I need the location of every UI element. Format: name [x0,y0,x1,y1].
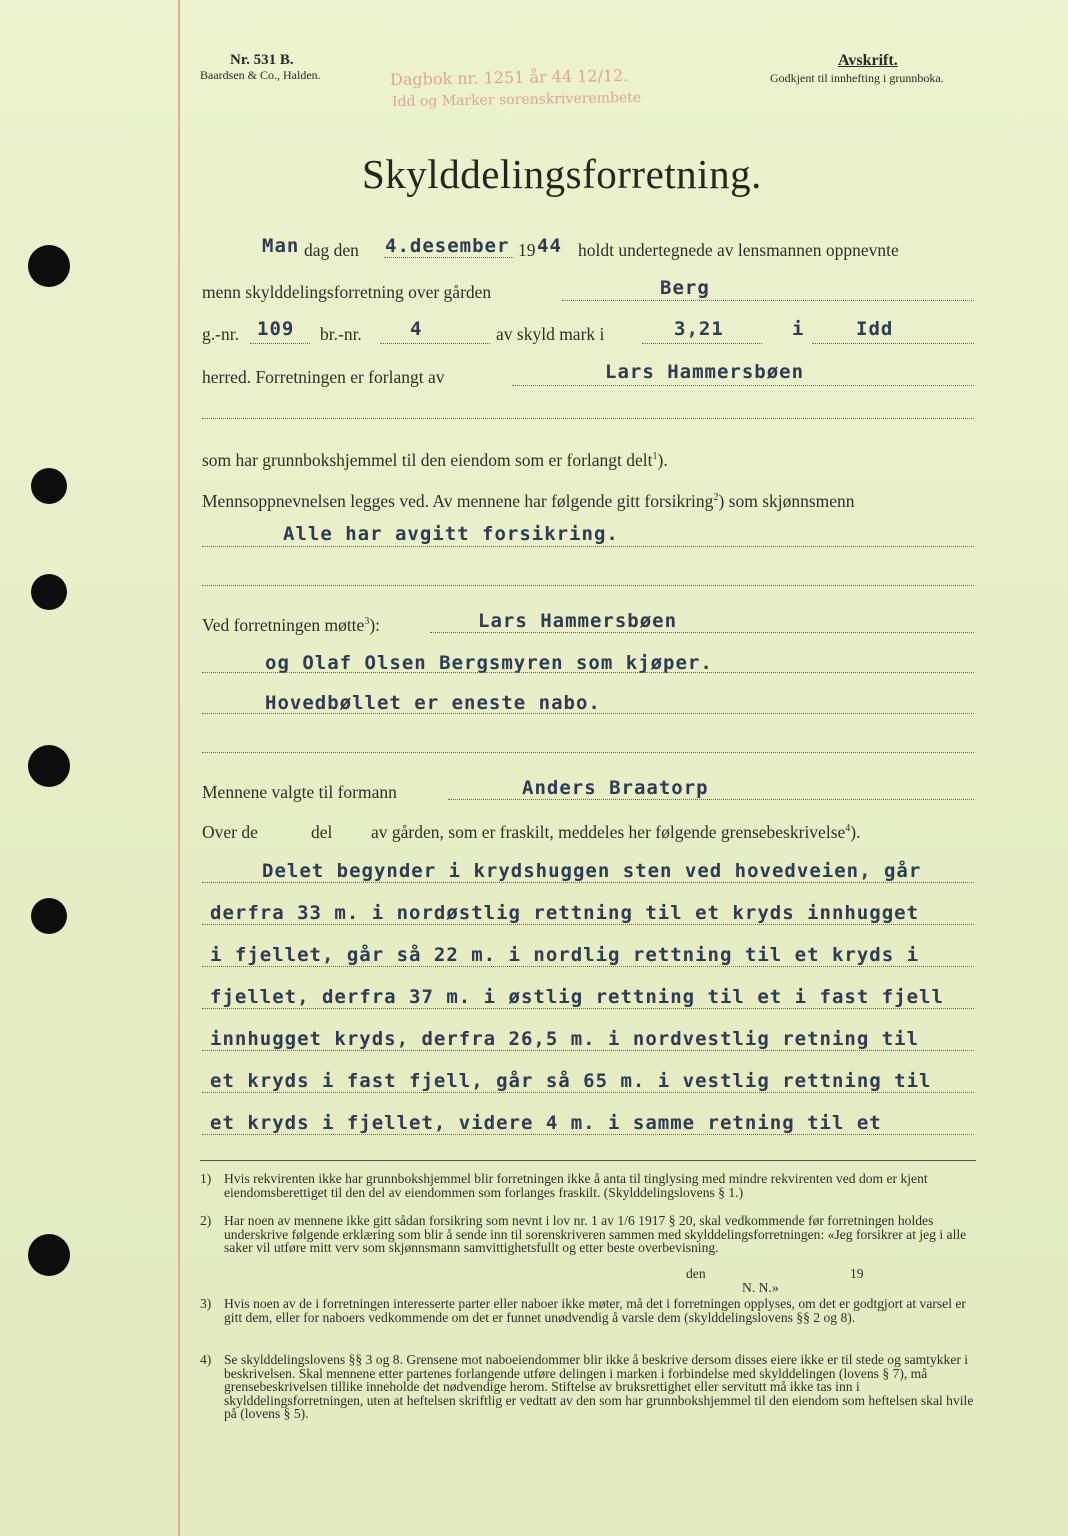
gnr-dotline [250,343,310,344]
bnr-label: br.-nr. [320,324,362,344]
requester-dotline [512,385,974,386]
day-prefix: Man [262,235,300,257]
bnr-dotline [380,343,490,344]
day-label: dag den [304,240,359,260]
assurance-text: Alle har avgitt forsikring. [283,523,619,545]
footnote-text: Hvis rekvirenten ikke har grunnbokshjemmel blir forretningen ikke å anta til tinglysing med mindre rekvirenten ved dom er kjent eiendomsberettiget til den del av eiendommen som forlanges fraskilt. (Skylddelingslovens § 1.) [224,1171,928,1200]
farm-dotline [562,300,974,301]
footnote-number: 3) [200,1296,212,1311]
year-value: 44 [537,235,562,257]
met-person-2: og Olaf Olsen Bergsmyren som kjøper. [265,652,713,674]
chairman-label: Mennene valgte til formann [202,782,397,802]
punch-hole [31,898,67,934]
gnr-value: 109 [257,318,295,340]
over-de-label: Over de [202,822,258,842]
neighbour-note: Hovedbøllet er eneste nabo. [265,692,601,714]
boundary-dotline [202,1050,974,1051]
chairman-name: Anders Braatorp [522,777,709,799]
municipality: Idd [856,318,894,340]
municipality-dotline [812,343,974,344]
boundary-dotline [202,1092,974,1093]
punch-hole [31,574,67,610]
footnote-signature: N. N.» [742,1280,779,1295]
footnote-text: Har noen av mennene ikke gitt sådan forsikring som nevnt i lov nr. 1 av 1/6 1917 § 20, skal vedkommende før forretningen holdes underskrive følgende erklæring som blir å sende inn til sorenskriveren sammen med skylddelingsforretningen: «Jeg forsikrer at jeg i alle saker vil utføre mitt verv som skjønnsmann samvittighetsfullt og etter beste overbevisning. [224,1213,967,1255]
bnr-value: 4 [410,318,423,340]
margin-rule [178,0,180,1536]
boundary-line: fjellet, derfra 37 m. i østlig rettning til et i fast fjell [210,986,944,1008]
herred-text: herred. Forretningen er forlangt av [202,367,445,387]
form-number: Nr. 531 B. [230,52,294,68]
chairman-dotline [448,799,974,800]
boundary-line: innhugget kryds, derfra 26,5 m. i nordvestlig retning til [210,1028,920,1050]
met-label: Ved forretningen møtte$^3$): [202,615,381,635]
appointment-text: Mennsoppnevnelsen legges ved. Av mennene har følgende gitt forsikring$^2$) som skjønnsmenn [202,491,855,511]
footnote-text: Se skylddelingslovens §§ 3 og 8. Grensene mot naboeiendommer blir ikke å beskrive dersom disses eiere ikke er til stede og samtykker i beskrivelsen. Skal mennene etter partenes forlangende utføre delingen i marken i forbindelse med skylddelingen (lovens § 7), må grensebeskrivelsen tillike inneholde det nødvendige herom. Stiftelse av bruksrettighet eller servitutt må ikke tas inn i skylddelingsforretningen, uten at heftelsen skriftlig er vedtatt av den som har grunnbokshjemmel til den eiendom som heftelsen skal hvile på (lovens § 5). [224,1352,974,1421]
boundary-dotline [202,966,974,967]
footnote-year: 19 [850,1266,864,1281]
assurance-dotline [202,546,974,547]
boundary-dotline [202,1134,974,1135]
skyld-label: av skyld mark i [496,324,605,344]
held-text: holdt undertegnede av lensmannen oppnevnte [578,240,899,260]
boundary-line: Delet begynder i krydshuggen sten ved hovedveien, går [262,860,922,882]
boundary-line: et kryds i fast fjell, går så 65 m. i vestlig rettning til [210,1070,932,1092]
line2-text: menn skylddelingsforretning over gården [202,282,492,302]
requester-name: Lars Hammersbøen [605,361,805,383]
met-person-1: Lars Hammersbøen [478,610,678,632]
registry-stamp-line1: Dagbok nr. 1251 år 44 12/12. [389,65,629,90]
footnote-number: 4) [200,1352,212,1367]
year-prefix: 19 [518,240,536,260]
grunnbok-text: som har grunnbokshjemmel til den eiendom som er forlangt delt$^1$). [202,450,668,470]
date-value: 4.desember [385,235,510,257]
footnote-den: den [686,1266,706,1281]
punch-hole [28,1234,70,1276]
punch-hole [28,745,70,787]
met-dotline-2 [202,672,974,673]
del-label: del [311,822,333,842]
footnote-number: 2) [200,1213,212,1228]
gnr-label: g.-nr. [202,324,239,344]
copy-label: Avskrift. [838,52,898,69]
boundary-line: derfra 33 m. i nordøstlig rettning til et kryds innhugget [210,902,920,924]
blank-dotline [202,585,974,586]
registry-stamp-line2: Idd og Marker sorenskriverembete [391,89,642,111]
in-label: i [792,318,805,340]
date-dotline [384,257,514,258]
boundary-dotline [202,882,974,883]
skyld-dotline [642,343,762,344]
blank-dotline [202,418,974,419]
boundary-line: et kryds i fjellet, videre 4 m. i samme retning til et [210,1112,882,1134]
skyld-value: 3,21 [674,318,724,340]
boundary-intro: av gården, som er fraskilt, meddeles her følgende grensebeskrivelse$^4$). [371,822,861,842]
farm-name: Berg [660,277,710,299]
publisher: Baardsen & Co., Halden. [200,68,321,82]
document-title: Skylddelingsforretning. [362,151,762,197]
met-dotline-1 [430,632,974,633]
met-dotline-3 [202,713,974,714]
punch-hole [28,245,70,287]
boundary-dotline [202,1008,974,1009]
boundary-line: i fjellet, går så 22 m. i nordlig rettning til et kryds i [210,944,920,966]
footnote-number: 1) [200,1171,212,1186]
boundary-dotline [202,924,974,925]
blank-dotline [202,752,974,753]
footnote-rule [200,1160,976,1161]
footnote-text: Hvis noen av de i forretningen interesserte parter eller naboer ikke møter, må det i forretningen opplyses, om det er godtgjort at varsel er gitt dem, eller for naboers vedkommende om det er funnet unødvendig å varsle dem (skylddelingslovens §§ 2 og 8). [224,1296,966,1325]
punch-hole [31,468,67,504]
approval-note: Godkjent til innhefting i grunnboka. [770,71,944,85]
